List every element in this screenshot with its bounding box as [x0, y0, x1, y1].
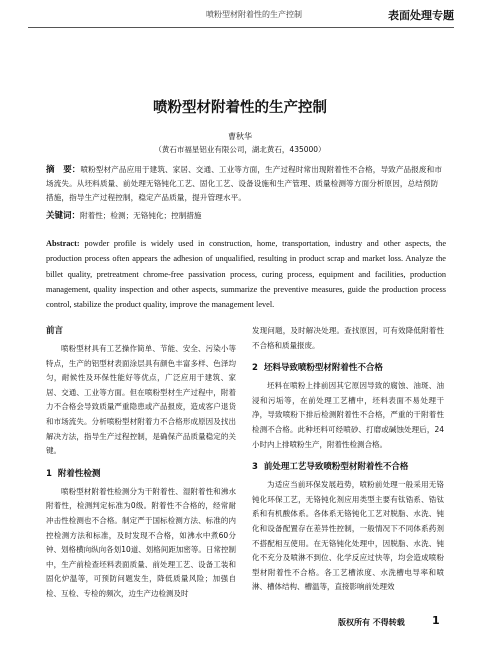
section-title: 表面处理专题 [388, 9, 454, 22]
section-1-title: 附着性检测 [57, 468, 101, 479]
running-header [0, 0, 480, 30]
section-2-title: 坯料导致喷粉型材附着性不合格 [263, 363, 383, 374]
article-title: 喷粉型材附着性的生产控制 [153, 100, 327, 116]
keywords-chinese [46, 209, 444, 223]
abstract-chinese [46, 163, 444, 205]
abstract-english [46, 236, 446, 312]
abstract-cn-text: 喷粉型材产品应用于建筑、家居、交通、工业等方面，生产过程时常出现附着性不合格，导致产品报废和市场流失。从坯料质量、前处理无铬钝化工艺、固化工艺、设备设施和生产管理、质量检测等方面分析原因，总结预防措施，指导生产过程控制，稳定产品质量，提升管理水平。 [46, 165, 443, 202]
keywords-cn-label: 关键词： [46, 211, 81, 221]
section-3-paragraph: 为适应当前环保发展趋势，喷粉前处理一般采用无铬钝化环保工艺，无铬钝化剂应用类型主要有钛锆系、锆钛系和有机酸体系。各体系无铬钝化工艺对脱脂、水洗、钝化和设备配置存在差异性控制，一般情况下不同体系药剂不搭配相互使用。在无铬钝化处理中，因脱脂、水洗、钝化不充分及喷淋不到位、化学反应过快等，均会造成喷粉型材附着性不合格。各工艺槽浓度、水洗槽电导率和喷淋、槽体结构、槽温等，直接影响前处理效 [252, 480, 444, 592]
section-2-heading [252, 361, 444, 375]
section-2-paragraph: 坯料在喷粉上排前因其它原因导致的腐蚀、油斑、油浸和污垢等，在前处理工艺槽中，坯料表面不易处理干净，导致喷粉下排后检测附着性不合格，严重的干附着性检测不合格。此种坯料可经喷砂、打磨或碱蚀处理后，24小时内上排喷粉生产，附着性检测合格。 [252, 381, 444, 449]
abstract-cn-label: 摘 要： [46, 165, 81, 175]
section-1-number: 1 [46, 468, 52, 479]
right-column [252, 324, 444, 603]
page-number: 1 [432, 614, 440, 627]
author-name: 曹秋华 [228, 132, 252, 141]
section-2-number: 2 [252, 363, 258, 374]
section-1-paragraph: 喷粉型材附着性检测分为干附着性、湿附着性和沸水附着性，检测判定标准为0级。附着性不合格的，经常耐冲击性检测也不合格。制定严于国标检测方法、标准的内控检测方法和标准，及时发现不合格，如沸水中煮60分钟、划格横向纵向各划10道、划格间距加密等。日常控制中，生产前检查坯料表面质量、前处理工艺、设备工装和固化炉温等，可预防问题发生，降低质量风险；加强自检、互检、专检的频次，边生产边检测及时 [46, 486, 236, 598]
section-3-title: 前处理工艺导致喷粉型材附着性不合格 [263, 462, 409, 473]
intro-paragraph: 喷粉型材具有工艺操作简单、节能、安全、污染小等特点，生产的铝型材表面涂层具有颜色丰富多样、色泽均匀，耐候性及环保性能好等优点，广泛应用于建筑、家居、交通、工业等方面。但在喷粉型材生产过程中，附着力不合格会导致质量严重隐患或产品报废，造成客户退货和市场流失。分析喷粉型材附着力不合格形成原因及找出解决方法，指导生产过程控制，是确保产品质量稳定的关键。 [46, 344, 236, 456]
author-affiliation: （黄石市福星铝业有限公司，湖北黄石，435000） [154, 145, 326, 154]
left-column [46, 324, 236, 610]
copyright-note: 版权所有 不得转载 [338, 618, 405, 627]
abstract-en-text: powder profile is widely used in construction, home, transportation, industry and other aspects, the production process often appears the adhesion of unqualified, resulting in product scrap and market loss. Analyze the billet quality, pretreatment chrome-free passivation process, curing process, equipment and facilities, production management, quality inspection and other aspects, summarize the preventive measures, guide the production process control, stabilize the product quality, improve the management level. [46, 239, 447, 310]
running-title: 喷粉型材附着性的生产控制 [206, 10, 302, 19]
keywords-cn-text: 附着性；检测；无铬钝化；控制措施 [80, 211, 202, 220]
abstract-en-label: Abstract: [46, 239, 80, 248]
section-3-number: 3 [252, 462, 258, 473]
header-rule [28, 27, 454, 28]
section-1-heading [46, 467, 236, 481]
section-3-heading [252, 460, 444, 474]
intro-heading: 前言 [46, 326, 64, 336]
continued-paragraph: 发现问题，及时解决处理。查找原因，可有效降低附着性不合格和质量报废。 [252, 326, 444, 350]
